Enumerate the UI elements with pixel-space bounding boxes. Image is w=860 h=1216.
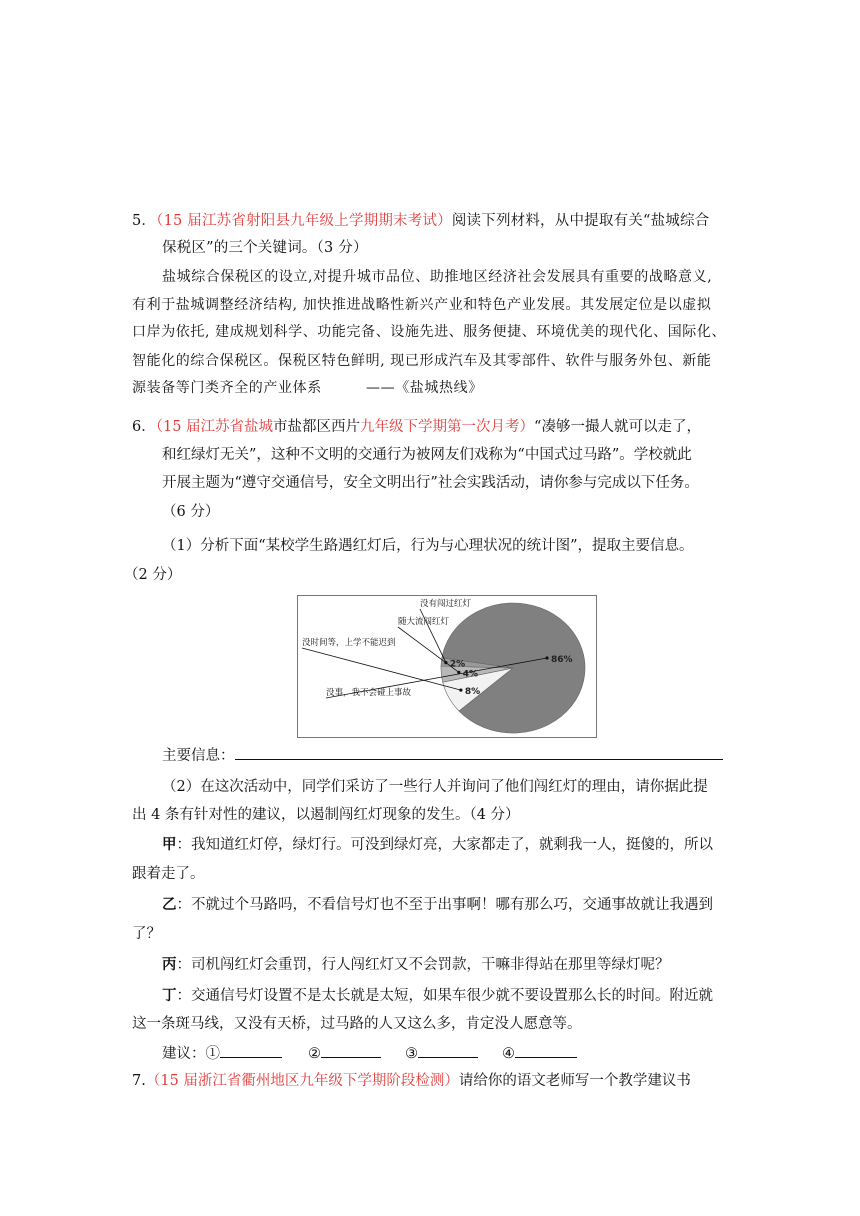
q6-source-b: 九年级下学期第一次月考） [360, 419, 535, 435]
q5-number: 5． [132, 213, 157, 229]
dialogue-text: 不就过个马路吗，不看信号灯也不至于出事啊！哪有那么巧，交通事故就让我遇到 [191, 897, 713, 913]
pie-leader-line [302, 648, 461, 690]
q6-line4: （6 分） [162, 504, 220, 520]
main-info-row [162, 745, 723, 766]
q6-part2-a: （2）在这次活动中，同学们采访了一些行人并询问了他们闯红灯的理由，请你据此提 [162, 779, 708, 795]
main-info-blank[interactable] [235, 745, 723, 760]
q7-prompt: 请给你的语文老师写一个教学建议书 [458, 1073, 691, 1089]
pie-chart-svg [298, 596, 596, 737]
q6-source-a: （15 届江苏省盐城 [155, 419, 274, 435]
suggest-mark: ③ [405, 1046, 418, 1062]
q5-prompt: 阅读下列材料，从中提取有关“盐城综合 [451, 213, 710, 229]
pie-value-label: 4% [462, 669, 479, 680]
dialogue-yi-cont: 了？ [132, 926, 161, 942]
speaker-label: 丙 [162, 957, 177, 973]
q6-source-mid: 市盐都区西片 [273, 419, 361, 435]
pie-category-label: 没有闯过红灯 [420, 599, 472, 609]
suggest-mark: ② [308, 1046, 321, 1062]
speaker-sep: ： [176, 988, 191, 1004]
speaker-sep: ： [176, 897, 191, 913]
q6-prompt: “凑够一撮人就可以走了， [534, 419, 701, 435]
q5-line1 [132, 211, 709, 231]
dialogue-text: 我知道红灯停，绿灯行。可没到绿灯亮，大家都走了，就剩我一人，挺傻的，所以 [191, 837, 713, 853]
q6-part2-b: 出 4 条有针对性的建议，以遏制闯红灯现象的发生。（4 分） [132, 807, 520, 823]
q6-number: 6． [132, 419, 156, 435]
pie-category-label: 随大流闯红灯 [398, 617, 450, 627]
speaker-label: 乙 [162, 897, 177, 913]
q5-passage-line: 盐城综合保税区的设立,对提升城市品位、助推地区经济社会发展具有重要的战略意义, [162, 269, 713, 285]
q7-number: 7. [132, 1073, 146, 1089]
suggest-blank-2[interactable] [321, 1043, 381, 1058]
suggest-mark: ④ [502, 1046, 515, 1062]
dialogue-jia-cont: 跟着走了。 [132, 866, 205, 882]
q5-passage-line: 源装备等门类齐全的产业体系 [132, 380, 322, 396]
dialogue-ding-cont: 这一条斑马线，又没有天桥，过马路的人又这么多，肯定没人愿意等。 [132, 1016, 582, 1032]
dialogue-yi [162, 895, 713, 915]
q6-line1 [132, 417, 701, 437]
suggestion-row [162, 1043, 577, 1064]
pie-category-label: 没事，我不会碰上事故 [326, 688, 412, 698]
pie-chart [297, 595, 597, 738]
speaker-sep: ： [176, 957, 191, 973]
q7-source: （15 届浙江省衢州地区九年级下学期阶段检测） [145, 1073, 459, 1089]
suggest-blank-4[interactable] [515, 1043, 577, 1058]
dialogue-text: 交通信号灯设置不是太长就是太短，如果车很少就不要设置那么长的时间。附近就 [191, 988, 713, 1004]
dialogue-bing [162, 955, 670, 975]
q5-passage-line: 有利于盐城调整经济结构, 加快推进战略性新兴产业和特色产业发展。其发展定位是以虚拟 [132, 297, 712, 313]
q6-part1: （1）分析下面“某校学生路遇红灯后，行为与心理状况的统计图”，提取主要信息。 [162, 538, 694, 554]
q5-line2: 保税区”的三个关键词。（3 分） [162, 240, 368, 256]
dialogue-ding [162, 986, 713, 1006]
pie-category-label: 没时间等，上学不能迟到 [302, 638, 396, 648]
q5-passage-line: 口岸为依托, 建成规划科学、功能完备、设施先进、服务便捷、环境优美的现代化、国际化、 [132, 324, 727, 340]
pie-value-label: 2% [449, 659, 466, 670]
speaker-label: 丁 [162, 988, 177, 1004]
q6-line3: 开展主题为“遵守交通信号，安全文明出行”社会实践活动，请你参与完成以下任务。 [162, 475, 699, 491]
dialogue-text: 司机闯红灯会重罚，行人闯红灯又不会罚款，干嘛非得站在那里等绿灯呢？ [191, 957, 670, 973]
pie-value-label: 8% [464, 687, 481, 698]
speaker-label: 甲 [162, 837, 177, 853]
suggest-blank-1[interactable] [220, 1043, 282, 1058]
dialogue-jia [162, 835, 713, 855]
main-info-label: 主要信息： [162, 748, 235, 764]
pie-value-label: 86% [551, 655, 573, 665]
q7-line1 [132, 1071, 691, 1091]
q5-passage-source: ——《盐城热线》 [366, 380, 483, 396]
suggest-label: 建议： [162, 1046, 206, 1062]
q6-line2: 和红绿灯无关”，这种不文明的交通行为被网友们戏称为“中国式过马路”。学校就此 [162, 447, 692, 463]
q5-source: （15 届江苏省射阳县九年级上学期期末考试） [156, 213, 452, 229]
q6-part1-score: （2 分） [124, 567, 182, 583]
q5-passage-line: 智能化的综合保税区。保税区特色鲜明, 现已形成汽车及其零部件、软件与服务外包、新能 [132, 353, 712, 369]
speaker-sep: ： [176, 837, 191, 853]
suggest-mark: ① [205, 1046, 220, 1062]
suggest-blank-3[interactable] [418, 1043, 478, 1058]
